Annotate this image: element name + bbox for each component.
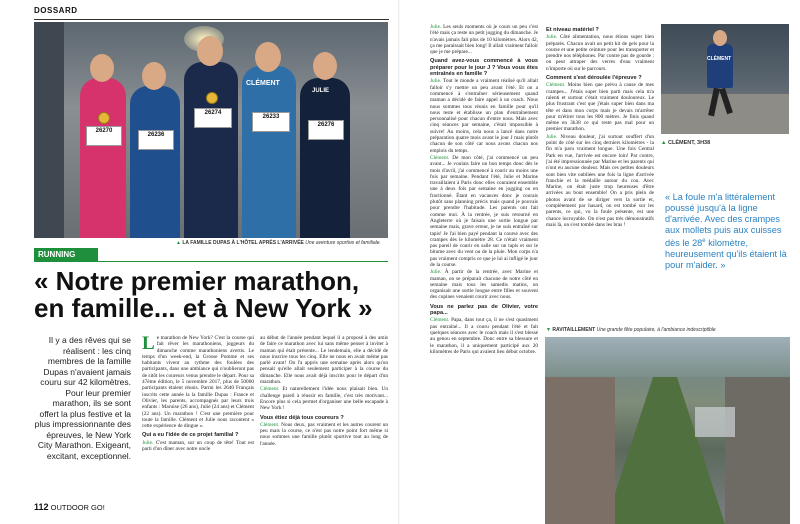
door-frame [34,22,64,238]
medal-icon [206,92,218,104]
speaker-name: Clément. [260,421,280,428]
answer-paragraph: Julie. Côté alimentation, nous étions super bien préparés. Chacun avait un petit kit de gels pour la course et une petite ceinture pour les transporter et prendre nos téléphones. Par contre pas de gourde : on peut attraper des verres d'eau vraiment n'importe où sur le parcours. [546,34,654,72]
magazine-name: OUTDOOR GO! [50,503,105,512]
speaker-name: Julie. [142,439,154,446]
runner-caption [661,140,789,146]
lead-paragraph: Le marathon de New York? C'est la course qui fait rêver les marathoniens, joggeurs du dimanche comme marathoniens avertis. Le temps d'un week-end, la Grosse Pomme et ses habitants vivent au rythme des foulées des participants, dans une ambiance qui n'oublieront pas de sitôt les coureurs venus prendre le départ. Pour sa 47ème édition, le 5 novembre 2017, plus de 50000 participants étaient réunis. Parmi les 2640 Français inscrits cette année la la famille Dupas : France et Olivier, les parents, accompagnés par leurs trois enfants : Maruise (26 ans), Julie (24 ans) et Clément (22 ans). Un marathon ! C'est une première pour toute la famille. Clément et Julie nous racontent « cette expérience de dingue ». [142,333,254,430]
text-column-3 [430,24,538,516]
tag-rule [34,261,388,262]
person-2 [130,86,180,238]
pull-quote-sup: e [702,238,706,244]
person-5-head [313,52,337,80]
page-folio [34,502,105,512]
speaker-name: Julie. [546,133,558,140]
interview-question: Quand avez-vous commencé à vous préparer pour le jour J ? Vous vous êtes entraînés en famille ? [430,58,538,78]
article-intro: Il y a des rêves qui se réalisent : les cinq membres de la famille Dupas n'avaient jamais couru sur 42 kilomètres. Pour leur premier marathon, ils se sont offert la plus festive et la plus impressionnante des épreuves, le New York City Marathon. Exigeant, excitant, exceptionnel. [34,335,131,461]
pull-quote [665,192,789,271]
caption-triangle-icon: ▲ [661,140,667,146]
answer-paragraph: Clément. Et naturellement l'idée nous plaisait bien. Un challenge pareil à réussir en famille, c'est très motivant... Encore plus si cela permet d'organiser une belle escapade à New York ! [260,386,388,412]
answer-paragraph: Julie. Tout le monde a vraiment réalisé qu'il allait falloir s'y mettre un peu avant l'été. Et on a commencé à s'entraîner sérieusement quand maman a décidé de faire appel à un coach. Nous nous sommes tous réunis en famille pour qu'il nous teste et établisse un plan d'entraînement personnalisé pour chacun d'entre nous. Mais avec cinq séances par semaine, c'était impossible à suivre! Au moins, cela nous a lancé dans notre préparation quatre mois avant le jour J mais plutôt chacun de son côté car nous avons chacun nos emplois du temps. [430,78,538,154]
answer-paragraph: Clément. Papa, dans tout ça, il ne s'est quasiment pas entraîné... Il a couru pendant l'été et fait quelques séances avec le coach mais il s'est blessé au genou en septembre. Donc entre sa blessure et le marathon, il a uniquement participé aux 20 kilomètres de Paris qui avaient lieu début octobre. [430,317,538,355]
medal-icon [98,112,110,124]
speaker-name: Julie. [546,34,558,41]
section-rule [34,19,389,20]
bib-2: 26236 [138,130,174,150]
person-4-head [255,42,281,72]
crowd-photo [545,337,790,524]
text-column-1 [142,335,254,453]
runner-head [713,30,727,46]
speaker-name: Clément. [260,386,280,393]
runner-caption-text: CLÉMENT, 3H38 [667,140,711,146]
answer-paragraph: Julie. Niveau douleur, j'ai surtout souffert d'un point de côté sur les cinq derniers kilomètres - la fin m'a paru vraiment longue. Une fois Central Park en vue, l'arrivée est encore loin! Par contre, j'ai été impressionnée par Marine et les parents qui n'ont eu aucune douleur. Mais ces petites douleurs sont bien vite oubliées une fois la ligne d'arrivée franchie et la médaille autour du cou. Avec Marine, on était juste trop heureuses d'être arrivées au bout ensemble! On a pris plein de photos avant de se diriger vers la sortie et, complètement par hasard, on est tombé sur les parents, ce qui, vu la foule présente, est une chance incroyable. On n'est pas très démonstratifs mais là, on s'est tombé dans les bras ! [546,133,654,228]
sky-buildings [545,337,790,377]
interview-question: Vous étiez déjà tous coureurs ? [260,414,344,421]
speaker-name: Clément. [430,317,450,324]
crowd-caption-title: RAVITAILLEMENT [552,327,596,333]
bib-5: 26276 [308,120,344,140]
bib-4: 26233 [252,112,290,132]
person-3-head [197,36,223,66]
person-1-head [90,54,114,82]
shirt-name-1: CLÉMENT [246,80,280,87]
runner-body [707,44,733,88]
drop-cap: L [142,333,155,354]
caption-triangle-icon: ▼ [546,327,551,333]
crowd-right [725,377,790,524]
speaker-name: Julie. [430,269,442,276]
bib-1: 26270 [86,126,122,146]
crowd-caption-text: Une grande fête populaire, à l'ambiance indescriptible [596,327,716,333]
person-4 [242,66,296,238]
person-1 [80,78,126,238]
family-photo-caption [176,240,390,246]
crowd-caption [546,327,790,333]
bib-3: 26274 [194,108,232,128]
interview-question: Vous ne parlez pas de Olivier, votre papa... [430,303,538,317]
person-2-head [142,62,166,90]
pull-quote-part1: « La foule m'a littéralement poussé jusqu'à la ligne d'arrivée. Avec des crampes aux mollets puis aux cuisses dès le 28 [665,192,782,249]
person-5 [300,78,350,238]
speaker-name: Julie. [430,78,442,85]
caption-title: LA FAMILLE DUPAS À L'HÔTEL APRÈS L'ARRIVÉE [182,240,304,246]
runners-stream [605,377,725,524]
interview-question: Qui a eu l'idée de ce projet familial ? [142,432,239,439]
crowd-left [545,377,615,524]
page-number: 112 [34,502,49,512]
answer-paragraph: Julie. C'est maman, sur un coup de tête! Tout est parti d'un dîner avec notre oncle [142,439,254,453]
speaker-name: Clément. [430,154,450,161]
person-3 [184,62,238,238]
family-photo [34,22,388,238]
interview-question: Comment s'est déroulée l'épreuve ? [546,75,642,82]
right-page [400,0,800,524]
runner-photo [661,24,789,134]
article-title: « Notre premier marathon, en famille... et à New York » [34,266,373,323]
shirt-name-2: JULIE [312,88,330,94]
section-label: DOSSARD [34,6,78,15]
text-column-2 [260,335,388,448]
answer-paragraph: Clément. Nous deux, pas vraiment et les autres courent un peu mais la course, ce n'est pas notre point fort même si nous sommes une famille plutôt sportive tout au long de l'année. [260,421,388,447]
answer-paragraph: Clément. Moins bien que prévu à cause de mes crampes... J'étais super bien parti mais cela m'a ralenti et surtout c'était vraiment douloureux. Le plus frustrant c'est que j'étais super bien dans ma tête et dans mon corps mais je devais m'arrêter pour m'étirer tous les 800 mètres. Je finis quand même en 3h38 ce qui reste pas mal pour un premier marathon. [546,82,654,133]
category-tag: RUNNING [34,248,98,261]
caption-triangle-icon: ▲ [176,240,181,246]
text-column-4 [546,24,654,314]
runner-shirt-name: CLÉMENT [707,56,732,62]
answer-paragraph: Clément. De mon côté, j'ai commencé un peu avant... Je voulais faire un bon temps donc dès le mois d'avril, j'ai commencé à courir au moins une fois par semaine. Pendant l'été, Julie et Marine travaillaient à Paris donc elles couraient ensemble une à deux fois par semaine en jogging ou en fractionné. Étant en vacances donc je courais plutôt sans planning précis mais quand je pouvais pour prendre l'habitude. Les parents ont fait comme moi. À la rentrée, je suis retourné en Angleterre où je faisais une sortie longue par semaine mais, grave erreur, je ne suis entraîné sur tapis! Je l'ai bien payé pendant la course avec des crampes dès le kilomètre 28. Ce n'était vraiment pas pareil de courir en salle sur un tapis et sur le bitume avec du vent ou de la pluie. Mon corps n'a pas vraiment compris ce que je lui ai infligé le jour de la course. [430,154,538,268]
interview-question: Et niveau matériel ? [546,27,599,33]
answer-paragraph: Julie. Les seuls moments où je cours un peu c'est l'été mais ça reste un petit jogging du dimanche. Je n'avais jamais fait plus de 10 kilomètres. Alors 42, ça me paraissait bien long! Il allait vraiment falloir que je me prépare... [430,24,538,56]
caption-text: Une aventure sportive et familiale. [305,240,381,246]
water-cups [695,407,735,437]
pull-quote-part2: kilomètre, heureusement qu'ils étaient là pour m'aider. » [665,238,787,271]
answer-paragraph: Julie. À partir de la rentrée, avec Marine et maman, on se préparait chacune de notre côté en semaine mais tous les samedis matins, on organisait une sortie longue entre filles et souvent des copines venaient courir avec nous. [430,269,538,301]
answer-paragraph: au début de l'année pendant lequel il a proposé à des amis de faire ce marathon avec lui sans même penser à inviter à maman qui était présente... Le lendemain, elle a décidé de nous inscrire tous les cinq. Elle ne nous en avait même pas parlé avant! On l'a appris une semaine après alors qu'on pensait qu'elle allait seulement participer à la course du dimanche. Elle nous avait déjà inscrits pour le départ d'un marathon. [260,335,388,386]
speaker-name: Clément. [546,82,566,89]
speaker-name: Julie. [430,24,442,30]
